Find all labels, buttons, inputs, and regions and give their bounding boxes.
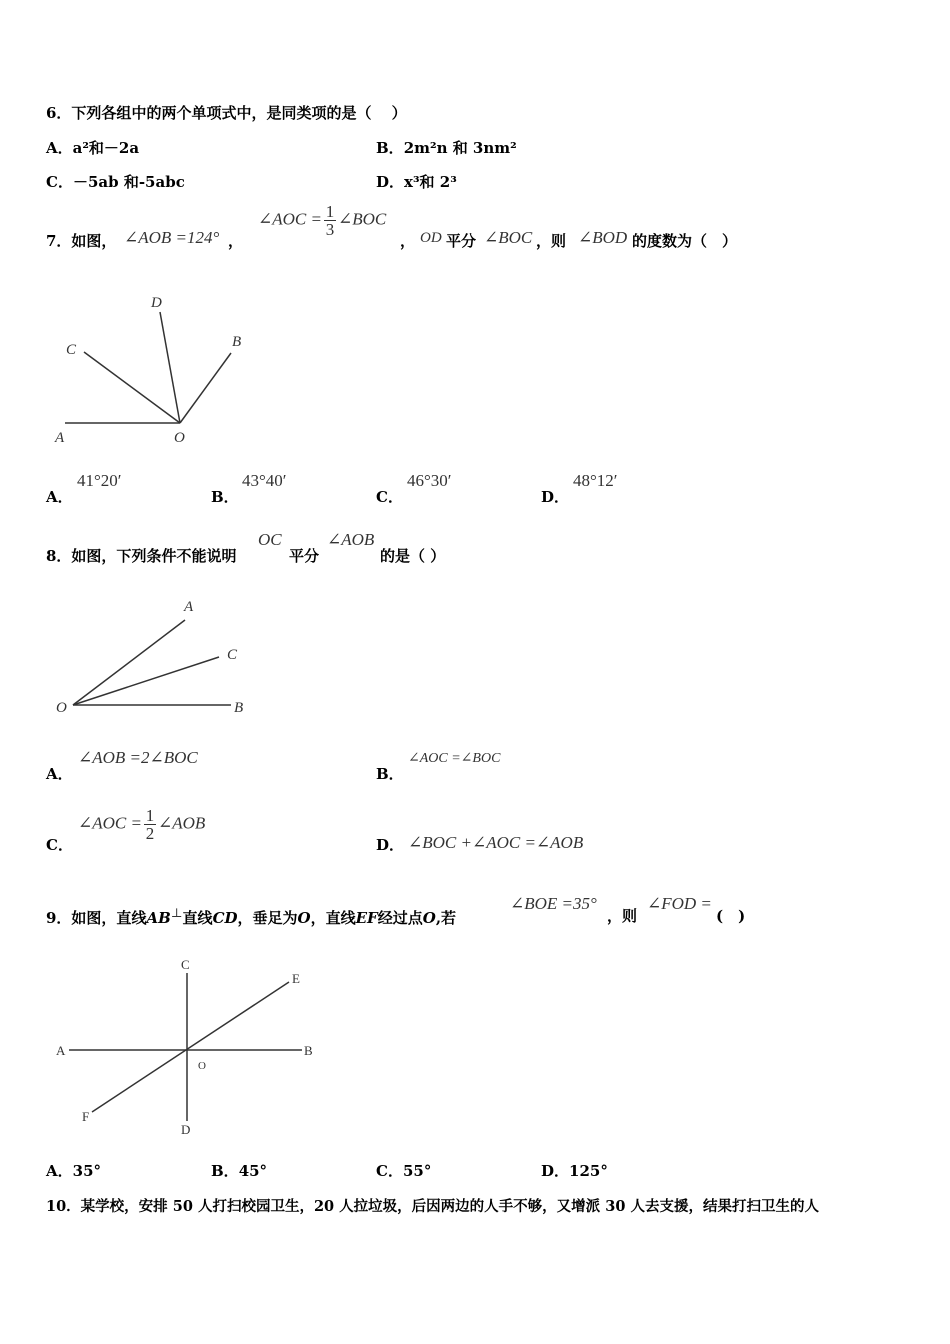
- q7-option-d-value: 48°12′: [573, 471, 618, 490]
- q10-stem: 10．某学校，安排 50 人打扫校园卫生，20 人拉垃圾，后因两边的人手不够，又增派 30 人去支援，结果打扫卫生的人: [46, 1198, 819, 1215]
- label-o: O: [174, 430, 185, 446]
- option-text: 2m²n 和 3nm²: [403, 139, 517, 157]
- option-key: C．: [46, 173, 73, 191]
- q8-figure: [50, 595, 270, 720]
- q8-option-b-expr: ∠AOC =∠BOC: [408, 751, 501, 766]
- cond2-left: ∠AOC =: [258, 209, 322, 229]
- q8-option-c-expr: [78, 807, 205, 842]
- q9-text6: ,若: [435, 909, 457, 927]
- option-text: a²和－2a: [72, 139, 140, 157]
- q8-tail: 的是（ ）: [380, 547, 446, 565]
- q7-od: OD: [420, 230, 442, 246]
- option-value: 125°: [569, 1162, 608, 1180]
- q9-option-c: [376, 1160, 431, 1181]
- q9-tail: ( ): [716, 907, 746, 925]
- label-d: D: [151, 295, 162, 311]
- q6-option-b: [376, 137, 517, 158]
- q8-option-b-key: B．: [376, 765, 404, 783]
- q9-figure: [50, 955, 330, 1145]
- fraction: [144, 807, 156, 842]
- option-key: C．: [376, 1162, 403, 1180]
- denominator: 3: [325, 220, 335, 239]
- q9-text1: 9．如图，直线: [46, 909, 147, 927]
- q9-ef: EF: [355, 909, 378, 927]
- line-ef: [92, 982, 289, 1112]
- c-left: ∠AOC =: [78, 813, 142, 833]
- q8-option-a-expr: ∠AOB =2∠BOC: [78, 748, 198, 767]
- q7-option-a-key: A．: [46, 488, 73, 506]
- q7-prefix: 7．如图，: [46, 232, 117, 250]
- q6-option-d: [376, 171, 457, 192]
- q9-text7: ，则: [607, 907, 638, 925]
- fraction: [324, 203, 336, 238]
- q9-text3: ，垂足为: [237, 909, 298, 927]
- q8-aob: ∠AOB: [327, 530, 375, 549]
- perp-symbol: ⊥: [170, 905, 183, 920]
- option-value: 45°: [238, 1162, 268, 1180]
- numerator: 1: [145, 806, 155, 825]
- label-d: D: [181, 1122, 191, 1137]
- numerator: 1: [325, 202, 335, 221]
- option-value: 55°: [402, 1162, 432, 1180]
- q9-option-d: [541, 1160, 608, 1181]
- q7-ping: 平分: [446, 232, 477, 250]
- label-o: O: [198, 1060, 206, 1072]
- q6-option-c: [46, 171, 185, 192]
- q7-option-a-value: 41°20′: [77, 471, 122, 490]
- q7-sep2: ，: [400, 232, 416, 250]
- option-key: B．: [376, 139, 404, 157]
- q6-stem: 6．下列各组中的两个单项式中，是同类项的是（ ）: [46, 104, 407, 122]
- q7-then: ，则: [536, 232, 567, 250]
- q9-o: O: [297, 909, 311, 927]
- q7-option-c-value: 46°30′: [407, 471, 452, 490]
- q9-cd: CD: [212, 909, 238, 927]
- q9-text2: 直线: [182, 909, 213, 927]
- label-c: C: [181, 957, 190, 972]
- q7-option-b-value: 43°40′: [242, 471, 287, 490]
- option-key: A．: [46, 1162, 73, 1180]
- ray-oa: [73, 620, 185, 705]
- option-key: B．: [211, 1162, 239, 1180]
- q9-option-b: [211, 1160, 267, 1181]
- q8-option-a-key: A．: [46, 765, 73, 783]
- q9-text5: 经过点: [377, 909, 423, 927]
- q7-option-c-key: C．: [376, 488, 403, 506]
- label-b: B: [232, 334, 242, 350]
- q9-ab: AB: [146, 909, 171, 927]
- q7-option-d-key: D．: [541, 488, 570, 506]
- q7-boc: ∠BOC: [484, 228, 533, 247]
- cond2-right: ∠BOC: [337, 209, 387, 229]
- option-value: 35°: [72, 1162, 102, 1180]
- q8-option-d-expr: ∠BOC +∠AOC =∠AOB: [408, 833, 584, 852]
- q8-option-c-key: C．: [46, 836, 73, 854]
- q7-cond-aob: ∠AOB =124°: [124, 228, 220, 247]
- q9-option-a: [46, 1160, 101, 1181]
- option-text: －5ab 和-5abc: [72, 173, 185, 191]
- q8-option-d-key: D．: [376, 836, 405, 854]
- label-b: B: [234, 700, 244, 716]
- ray-ob: [180, 353, 231, 423]
- label-c: C: [227, 647, 238, 663]
- denominator: 2: [145, 824, 155, 843]
- ray-od: [160, 312, 180, 423]
- q7-figure: [50, 290, 270, 450]
- q9-boe: ∠BOE =35°: [510, 894, 597, 913]
- q7-tail: 的度数为（ ）: [632, 232, 738, 250]
- option-key: A．: [46, 139, 73, 157]
- q9-stem: [46, 905, 456, 928]
- label-o: O: [56, 700, 67, 716]
- label-e: E: [292, 971, 300, 986]
- label-f: F: [82, 1109, 90, 1124]
- option-key: D．: [541, 1162, 570, 1180]
- q6-option-a: [46, 137, 139, 158]
- label-a: A: [55, 430, 65, 446]
- q7-bod: ∠BOD: [578, 228, 628, 247]
- q9-fod: ∠FOD =: [647, 894, 712, 913]
- option-key: D．: [376, 173, 405, 191]
- c-right: ∠AOB: [157, 813, 206, 833]
- ray-oc: [73, 657, 219, 705]
- label-a: A: [184, 599, 194, 615]
- q9-text4: ，直线: [310, 909, 356, 927]
- q8-oc: OC: [258, 530, 282, 549]
- q9-o2: O: [422, 909, 436, 927]
- label-a: A: [56, 1043, 66, 1058]
- q7-cond-aoc: [258, 203, 386, 238]
- option-text: x³和 2³: [404, 173, 457, 191]
- q8-ping: 平分: [289, 547, 320, 565]
- q7-option-b-key: B．: [211, 488, 239, 506]
- label-c: C: [66, 342, 77, 358]
- q7-sep1: ，: [228, 232, 244, 250]
- ray-oc: [84, 352, 180, 423]
- label-b: B: [304, 1043, 313, 1058]
- q8-prefix: 8．如图，下列条件不能说明: [46, 547, 237, 565]
